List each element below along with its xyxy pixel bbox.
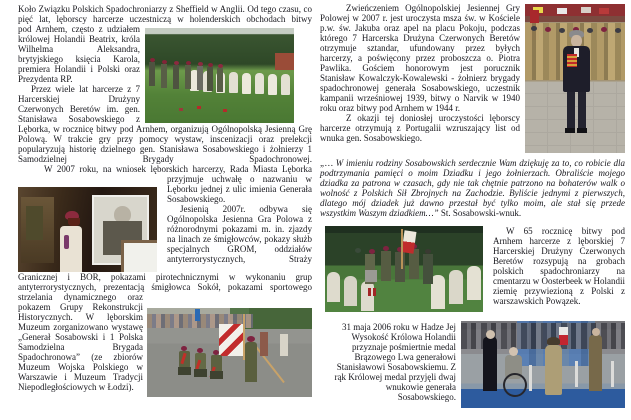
procession-figures <box>381 251 391 281</box>
scout-skirt <box>365 270 377 282</box>
paragraph-troop-history-cont: Lęborka, w rocznicę bitwy pod Arnhem, organizują Ogólnopolską Jesienną Grę Polową. W trakcie gry przy pomocy wystaw, inscenizacji oraz prelekcji popularyzują historię dzielnego gen. Stanisława Sosabowskiego i żołnierzy 1 Samodzielnej Brygady Spadochronowej. <box>18 124 312 164</box>
row-procession-photo <box>320 218 625 312</box>
kneeling-legs <box>178 367 191 375</box>
paragraph-grandson-quote <box>320 158 625 218</box>
queen-hat <box>547 337 560 345</box>
text-beside-veteran-photo <box>320 3 520 143</box>
headstones-right <box>467 266 481 300</box>
paragraph-anniversary-65: W 65 rocznicę bitwy pod Arnhem harcerze z lęborskiej 7 Harcerskiej Drużyny Czerwonych Beretów rozsypują na grobach polskich spadochroniarzy na cmentarzu w Oosterbeek w Holandii ziemię przywiezioną z Polski z warszawskich Powązek. <box>493 226 625 306</box>
paragraph-museum-exhibition: strzelania dynamicznego oraz pokazem Grupy Rekonstrukcji Historycznych. W lęborskim Muzeum zorganizowano wystawę „Generał Sosabowski i 1 Polska Samodzielna Brygada Spadochronowa” (ze zbiorów Muzeum Wojska Polskiego w Warszawie i Muzeum Tradycji Niepodległościowych w Łodzi). <box>18 292 143 392</box>
street-trees <box>243 308 312 329</box>
bystander-figure-2 <box>260 332 268 356</box>
paragraph-ceremony-2007: Zwieńczeniem Ogólnopolskiej Jesiennej Gry Polowej w 2007 r. jest uroczysta msza św. w Kościele p.w. św. Jakuba oraz apel na placu Pokoju, podczas którego 7 Harcerska Drużyna Czerwonych Beretów otrzymuje sztandar, ufundowany przez byłych harcerzy, a poświęcony przez proboszcza o. Piotra Pawlika. Gościem honorowym jest porucznik Stanisław Kowalczyk-Kowalewski - żołnierz brygady spadochronowej generała Sosabowskiego, uczestnik kampanii wrześniowej 1939, bitwy o Narvik w 1940 roku oraz bitwy pod Arnhem w 1944 r. <box>320 3 520 113</box>
flag-pole <box>401 229 403 269</box>
text-beside-cemetery-photo <box>18 24 140 124</box>
wheelchair-man-head <box>509 347 518 356</box>
queen-figure <box>545 345 562 395</box>
veteran-parade-photo <box>525 4 625 153</box>
brick-wall <box>275 53 294 70</box>
row-veteran-photo <box>320 3 625 153</box>
military-officer <box>589 335 602 391</box>
cemetery-honor-guard-photo <box>145 28 294 123</box>
row-cemetery-photo <box>18 24 312 124</box>
red-socks <box>368 288 371 296</box>
paragraph-portugal-letter: Z okazji tej doniosłej uroczystości lęborscy harcerze otrzymują z Portugalii wzruszający list od wnuka gen. Sosabowskiego. <box>320 113 520 143</box>
paragraph-intro: Koło Związku Polskich Spadochroniarzy z Sheffield w Anglii. Od tego czasu, co pięć lat, lęborscy harcerze uczestniczą w holenderskich obchodach bitwy <box>18 4 312 24</box>
street-ceremony-photo <box>147 308 312 397</box>
bystander-figure <box>280 334 288 356</box>
standing-scout <box>245 342 257 382</box>
jacket-pattern <box>64 235 69 249</box>
cemetery-procession-photo <box>325 226 483 312</box>
row-museum-photo <box>18 174 312 272</box>
text-beside-museum-photo <box>167 174 312 264</box>
street-sign <box>195 309 200 321</box>
suited-man <box>483 337 497 391</box>
quote-attribution: St. Sosabowski-wnuk. <box>440 208 522 218</box>
troop-banner <box>219 324 243 356</box>
right-column <box>320 3 625 408</box>
paragraph-field-game-cont: Granicznej i BOR, pokazami pirotechnicznymi w wykonaniu grup antyterrorystycznych, prezentacją śmigłowca Sokół, pokazami sportowego <box>18 272 312 292</box>
museum-window <box>121 240 157 272</box>
text-beside-royal-photo <box>328 322 456 402</box>
standing-scout-beret <box>247 336 255 342</box>
headstones-left <box>327 272 340 302</box>
text-beside-street-photo <box>18 292 143 392</box>
soldier-berets <box>531 26 537 31</box>
paragraph-council-cont: przyjmuje uchwałę o nazwaniu w Lęborku jednej z ulic imienia Generała Sosabowskiego. <box>167 174 312 204</box>
quote-text: „… W imieniu rodziny Sosabowskich serdecznie Wam dziękuję za to, co robicie dla podtrzymania pamięci o moim Dziadku i jego żołnierzach. Obraliście mojego dziadka za patrona w czasach, gdy nie tak chętnie patrzono na bohaterów walk o wolność z Polskich Sił Zbrojnych na Zachodzie. Byliście jednymi z pierwszych, dlatego mój dziadek już dawno przestał być tylko moim, ale stał się przede wszystkim Waszym dziadkiem…” <box>320 158 625 218</box>
white-red-flag <box>402 230 417 253</box>
officer-head <box>592 328 600 336</box>
kneeling-scout-berets <box>181 346 187 351</box>
wheelchair-wheel <box>503 373 527 397</box>
paragraph-arnhem-visits: pod Arnhem, często z udziałem królowej Holandii Beatrix, króla Wilhelma Aleksandra, brytyjskiego księcia Karola, premiera Holandii i Polski oraz Prezydenta RP. <box>18 24 140 84</box>
grave-flowers <box>197 106 201 109</box>
headstone-row <box>190 70 199 91</box>
row-royal-photo <box>320 312 625 408</box>
scout-figures <box>149 62 155 86</box>
medal-rows <box>567 54 577 67</box>
veteran-legs <box>567 92 575 130</box>
mannequin-hair <box>68 218 80 226</box>
paragraph-troop-history: Przez wiele lat harcerze z 7 Harcerskiej Drużyny Czerwonych Beretów im. gen. Stanisława Sosabowskiego z <box>18 84 140 124</box>
left-column <box>18 4 312 397</box>
uniform-exhibit <box>26 206 43 240</box>
museum-exhibit-photo <box>18 187 157 272</box>
maroon-berets <box>150 58 155 62</box>
mannequin-jacket <box>60 226 82 272</box>
text-beside-procession-photo <box>493 226 625 306</box>
barrier-posts <box>575 361 578 387</box>
royal-ceremony-photo <box>461 321 625 408</box>
procession-berets <box>383 246 389 251</box>
paragraph-hague-medal: 31 maja 2006 roku w Hadze Jej Wysokość Królowa Holandii przyznaje pośmiertnie medal Brązowego Lwa generałowi Stanisławowi Sosabowskiemu. Z rąk Królowej medal przyjęli dwaj wnukowie generała Sosabowskiego. <box>334 322 456 402</box>
veteran-shoes <box>565 128 575 133</box>
paragraph-council-lead: W 2007 roku, na wniosek lęborskich harcerzy, Rada Miasta Lęborka <box>44 164 312 174</box>
suited-man-head <box>486 330 495 339</box>
paragraph-field-game: Jesienią 2007r. odbywa się Ogólnopolska Jesienna Gra Polowa z różnorodnymi pokazami m. in. zjazdy na linach ze śmigłowców, pokazy służb specjalnych GROM, oddziałów antyterrorystycznych, Straży <box>167 204 312 264</box>
pavement-slabs <box>525 81 625 153</box>
row-street-photo <box>18 292 312 397</box>
lady-in-red-white <box>559 327 568 345</box>
